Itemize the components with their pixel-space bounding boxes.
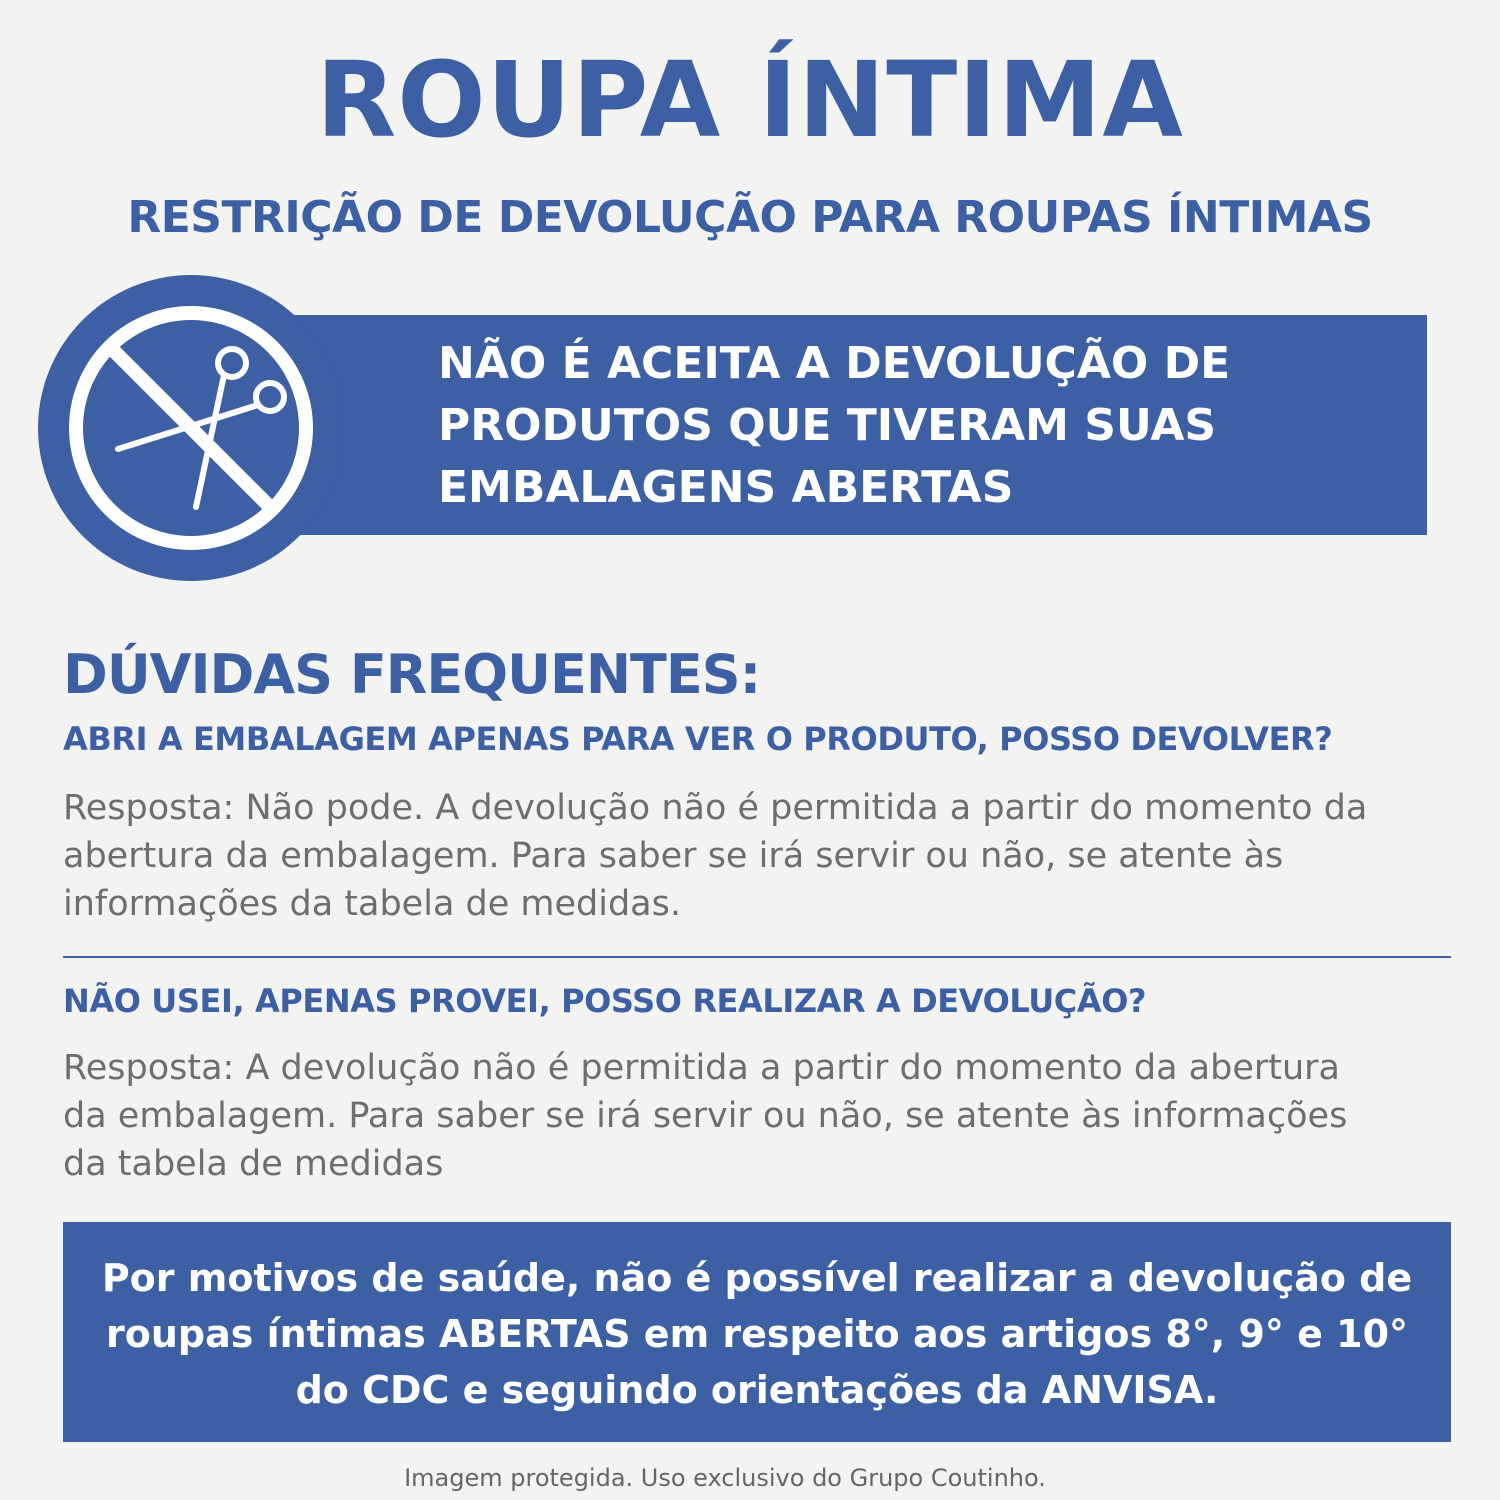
answer-line: Resposta: A devolução não é permitida a partir do momento da abertura bbox=[63, 1048, 1341, 1088]
faq-divider bbox=[63, 956, 1451, 958]
watermark-text: Imagem protegida. Uso exclusivo do Grupo Coutinho. bbox=[404, 1464, 1046, 1492]
page-title: ROUPA ÍNTIMA bbox=[316, 39, 1184, 161]
faq-question-1: ABRI A EMBALAGEM APENAS PARA VER O PRODUTO, POSSO DEVOLVER? bbox=[63, 720, 1333, 758]
footer-line: Por motivos de saúde, não é possível realizar a devolução de bbox=[101, 1256, 1413, 1300]
answer-line: da embalagem. Para saber se irá servir ou não, se atente às informações bbox=[63, 1096, 1348, 1136]
footer-notice-text bbox=[63, 1250, 1451, 1418]
policy-banner-text bbox=[438, 333, 1398, 519]
policy-line: PRODUTOS QUE TIVERAM SUAS bbox=[438, 400, 1217, 451]
page-subtitle: RESTRIÇÃO DE DEVOLUÇÃO PARA ROUPAS ÍNTIMAS bbox=[127, 192, 1373, 243]
answer-line: Resposta: Não pode. A devolução não é permitida a partir do momento da bbox=[63, 788, 1368, 828]
footer-line: roupas íntimas ABERTAS em respeito aos artigos 8°, 9° e 10° bbox=[105, 1312, 1409, 1356]
answer-line: da tabela de medidas bbox=[63, 1144, 444, 1184]
faq-answer-1 bbox=[63, 784, 1453, 928]
no-scissors-icon bbox=[38, 275, 344, 581]
policy-line: EMBALAGENS ABERTAS bbox=[438, 462, 1014, 513]
answer-line: abertura da embalagem. Para saber se irá servir ou não, se atente às bbox=[63, 836, 1284, 876]
faq-heading: DÚVIDAS FREQUENTES: bbox=[63, 643, 761, 706]
policy-line: NÃO É ACEITA A DEVOLUÇÃO DE bbox=[438, 338, 1231, 389]
faq-question-2: NÃO USEI, APENAS PROVEI, POSSO REALIZAR A DEVOLUÇÃO? bbox=[63, 982, 1147, 1020]
faq-answer-2 bbox=[63, 1044, 1453, 1188]
footer-line: do CDC e seguindo orientações da ANVISA. bbox=[295, 1368, 1219, 1412]
answer-line: informações da tabela de medidas. bbox=[63, 884, 681, 924]
